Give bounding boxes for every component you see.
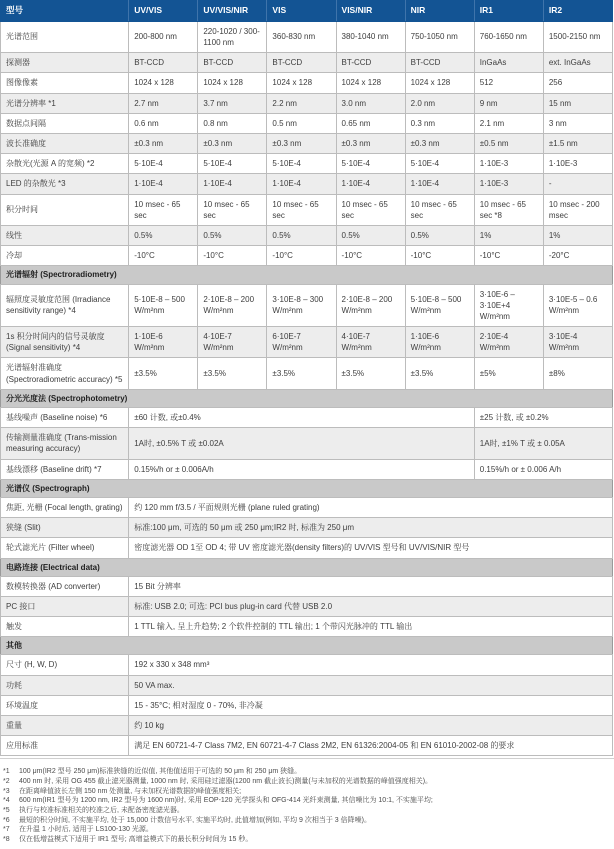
spec-value: 0.5% xyxy=(405,225,474,245)
spec-value: 5·10E-8 – 500 W/m²nm xyxy=(405,284,474,327)
footnote-text: 执行与校准标准相关的校准之后, 未配备密度滤光器。 xyxy=(19,807,184,815)
row-label: 触发 xyxy=(1,617,129,637)
spec-value: 0.5% xyxy=(129,225,198,245)
footnote xyxy=(3,816,611,826)
spec-value: 200-800 nm xyxy=(129,21,198,52)
spec-value: 1·10E-3 xyxy=(474,154,543,174)
footnote xyxy=(3,767,611,777)
spec-value: 0.8 nm xyxy=(198,113,267,133)
spec-value: ±0.3 nm xyxy=(336,134,405,154)
spec-value-right-span: 1A时, ±1% T 或 ± 0.05A xyxy=(474,428,612,459)
spec-value-left-span: ±60 计数, 或±0.4% xyxy=(129,408,475,428)
section-header-row xyxy=(1,266,613,284)
table-row xyxy=(1,174,613,194)
table-row xyxy=(1,497,613,517)
row-label: 数模转换器 (AD converter) xyxy=(1,576,129,596)
spec-value-left-span: 0.15%/h or ± 0.006A/h xyxy=(129,459,475,479)
table-row xyxy=(1,246,613,266)
table-header xyxy=(1,1,613,22)
section-title: 光谱仪 (Spectrograph) xyxy=(1,479,613,497)
footnote xyxy=(3,777,611,787)
spec-value: ±8% xyxy=(543,358,612,389)
section-header-row xyxy=(1,637,613,655)
spec-value-right-span: 0.15%/h or ± 0.006 A/h xyxy=(474,459,612,479)
column-header-ir2: IR2 xyxy=(543,1,612,22)
section-title: 分光光度法 (Spectrophotometry) xyxy=(1,389,613,407)
section-title: 其他 xyxy=(1,637,613,655)
spec-value: 2.0 nm xyxy=(405,93,474,113)
corner-header: 型号 xyxy=(1,1,129,22)
spec-value: 5·10E-4 xyxy=(198,154,267,174)
footnote-marker: *4 xyxy=(3,797,10,805)
footnotes xyxy=(0,758,614,848)
row-label: 图像像素 xyxy=(1,73,129,93)
spec-value: 0.5 nm xyxy=(267,113,336,133)
spec-value-full: 密度滤光器 OD 1至 OD 4; 带 UV 密度滤光器(density filters)的 UV/VIS 型号和 UV/VIS/NIR 型号 xyxy=(129,538,613,558)
table-row xyxy=(1,358,613,389)
spec-value: 3·10E-6 – 3·10E+4 W/m²nm xyxy=(474,284,543,327)
footnote-marker: *6 xyxy=(3,816,10,824)
table-row xyxy=(1,134,613,154)
spec-value: 10 msec - 65 sec xyxy=(129,194,198,225)
spec-value: 1·10E-4 xyxy=(198,174,267,194)
spec-value: 2·10E-4 W/m²nm xyxy=(474,327,543,358)
spec-value: ±3.5% xyxy=(336,358,405,389)
spec-value: 0.5% xyxy=(267,225,336,245)
table-row xyxy=(1,93,613,113)
table-row xyxy=(1,53,613,73)
spec-value: 2·10E-8 – 200 W/m²nm xyxy=(336,284,405,327)
spec-value: BT-CCD xyxy=(267,53,336,73)
spec-value: 10 msec - 65 sec *8 xyxy=(474,194,543,225)
header-row xyxy=(1,1,613,22)
table-row xyxy=(1,716,613,736)
spec-value: 1500-2150 nm xyxy=(543,21,612,52)
table-row xyxy=(1,284,613,327)
spec-value: BT-CCD xyxy=(198,53,267,73)
table-row xyxy=(1,408,613,428)
spec-value: 0.5% xyxy=(336,225,405,245)
footnote-marker: *3 xyxy=(3,787,10,795)
spec-value-full: 约 120 mm f/3.5 / 平面规则光栅 (plane ruled grating) xyxy=(129,497,613,517)
spec-value: 750-1050 nm xyxy=(405,21,474,52)
spec-value: ±5% xyxy=(474,358,543,389)
spec-value: 10 msec - 65 sec xyxy=(405,194,474,225)
table-row xyxy=(1,428,613,459)
spec-value: ±0.5 nm xyxy=(474,134,543,154)
column-header-ir1: IR1 xyxy=(474,1,543,22)
spec-value: 5·10E-8 – 500 W/m²nm xyxy=(129,284,198,327)
spec-value-full: 1 TTL 输入, 呈上升趋势; 2 个软件控制的 TTL 输出; 1 个带闪光脉冲的 TTL 输出 xyxy=(129,617,613,637)
spec-value: ±0.3 nm xyxy=(267,134,336,154)
footnote-text: 600 nm(IR1 型号为 1200 nm, IR2 型号为 1600 nm)时, 采用 EOP-120 光学探头和 OFG-414 光纤束测量, 其信噪比为 10:1, 不实施平均; xyxy=(19,797,433,805)
spec-value: 10 msec - 65 sec xyxy=(267,194,336,225)
spec-value-right-span: ±25 计数, 或 ±0.2% xyxy=(474,408,612,428)
spec-value: 1% xyxy=(543,225,612,245)
spec-value: 1·10E-3 xyxy=(474,174,543,194)
spec-value: 10 msec - 65 sec xyxy=(198,194,267,225)
spec-value: -20°C xyxy=(543,246,612,266)
footnote-marker: *8 xyxy=(3,835,10,843)
spec-value: 380-1040 nm xyxy=(336,21,405,52)
table-row xyxy=(1,675,613,695)
spec-value-full: 标准:100 μm, 可选的 50 μm 或 250 μm;IR2 时, 标准为 250 μm xyxy=(129,518,613,538)
column-header-uv-vis-nir: UV/VIS/NIR xyxy=(198,1,267,22)
spec-value: 1·10E-3 xyxy=(543,154,612,174)
spec-value: 1024 x 128 xyxy=(405,73,474,93)
row-label: 光谱范围 xyxy=(1,21,129,52)
spec-value: ext. InGaAs xyxy=(543,53,612,73)
spec-value: 1024 x 128 xyxy=(198,73,267,93)
table-row xyxy=(1,596,613,616)
spec-value: -10°C xyxy=(198,246,267,266)
row-label: 传输测量准确度 (Trans-mission measuring accuracy) xyxy=(1,428,129,459)
row-label: 狭缝 (Slit) xyxy=(1,518,129,538)
spec-value: 512 xyxy=(474,73,543,93)
spec-value-left-span: 1A时, ±0.5% T 或 ±0.02A xyxy=(129,428,475,459)
spec-value: 0.5% xyxy=(198,225,267,245)
spec-value: 5·10E-4 xyxy=(405,154,474,174)
spec-value: ±0.3 nm xyxy=(198,134,267,154)
spec-value: 1·10E-6 W/m²nm xyxy=(129,327,198,358)
row-label: 积分时间 xyxy=(1,194,129,225)
table-row xyxy=(1,518,613,538)
footnote-text: 在升温 1 小时后, 适用于 LS100-130 光源。 xyxy=(19,826,153,834)
row-label: 探测器 xyxy=(1,53,129,73)
column-header-nir: NIR xyxy=(405,1,474,22)
spec-value: 2.7 nm xyxy=(129,93,198,113)
table-row xyxy=(1,538,613,558)
section-title: 电路连接 (Electrical data) xyxy=(1,558,613,576)
section-title: 光谱辐射 (Spectroradiometry) xyxy=(1,266,613,284)
spec-value: 1·10E-4 xyxy=(129,174,198,194)
row-label: 环境温度 xyxy=(1,695,129,715)
spec-value: 4·10E-7 W/m²nm xyxy=(336,327,405,358)
spec-value: 10 msec - 65 sec xyxy=(336,194,405,225)
row-label: 焦距, 光栅 (Focal length, grating) xyxy=(1,497,129,517)
row-label: 应用标准 xyxy=(1,736,129,756)
spec-value: 3.0 nm xyxy=(336,93,405,113)
spec-value-full: 约 10 kg xyxy=(129,716,613,736)
spec-value: 6·10E-7 W/m²nm xyxy=(267,327,336,358)
row-label: 重量 xyxy=(1,716,129,736)
spec-value: 760-1650 nm xyxy=(474,21,543,52)
row-label: PC 接口 xyxy=(1,596,129,616)
table-row xyxy=(1,154,613,174)
table-row xyxy=(1,736,613,756)
footnote-text: 100 μm(IR2 型号 250 μm)标准狭缝的近似值, 其他值适用于可选的 50 μm 和 250 μm 狭缝。 xyxy=(19,768,302,776)
spec-value: -10°C xyxy=(336,246,405,266)
spec-value: 1·10E-4 xyxy=(267,174,336,194)
row-label: 杂散光(光源 A 的宽频) *2 xyxy=(1,154,129,174)
spec-value: 0.6 nm xyxy=(129,113,198,133)
spec-value: -10°C xyxy=(474,246,543,266)
spec-value: -10°C xyxy=(129,246,198,266)
spec-value: BT-CCD xyxy=(405,53,474,73)
spec-value: 1024 x 128 xyxy=(336,73,405,93)
footnote-marker: *1 xyxy=(3,768,10,776)
spec-value: BT-CCD xyxy=(336,53,405,73)
footnote xyxy=(3,825,611,835)
spec-value: ±1.5 nm xyxy=(543,134,612,154)
spec-value: 5·10E-4 xyxy=(336,154,405,174)
spec-value: 9 nm xyxy=(474,93,543,113)
footnote-text: 400 nm 时, 采用 OG 455 截止滤光器测量, 1000 nm 时, 采用硅过滤器(1200 nm 截止波长)测量(与未加权的光谱数据的峰值强度相关)。 xyxy=(19,778,433,786)
row-label: 基线漂移 (Baseline drift) *7 xyxy=(1,459,129,479)
row-label: 冷却 xyxy=(1,246,129,266)
table-row xyxy=(1,617,613,637)
table-body xyxy=(1,21,613,756)
row-label: 尺寸 (H, W, D) xyxy=(1,655,129,675)
footnote-marker: *2 xyxy=(3,778,10,786)
spec-value: 3 nm xyxy=(543,113,612,133)
row-label: 光谱辐射准确度 (Spectroradiometric accuracy) *5 xyxy=(1,358,129,389)
spec-value: 220-1020 / 300-1100 nm xyxy=(198,21,267,52)
table-row xyxy=(1,113,613,133)
spec-value: ±3.5% xyxy=(267,358,336,389)
row-label: 光谱分辨率 *1 xyxy=(1,93,129,113)
spec-value-full: 标准: USB 2.0; 可选: PCI bus plug-in card 代替 USB 2.0 xyxy=(129,596,613,616)
footnote xyxy=(3,796,611,806)
footnote-marker: *5 xyxy=(3,807,10,815)
table-row xyxy=(1,695,613,715)
column-header-vis-nir: VIS/NIR xyxy=(336,1,405,22)
section-header-row xyxy=(1,389,613,407)
column-header-vis: VIS xyxy=(267,1,336,22)
spec-value: BT-CCD xyxy=(129,53,198,73)
spec-value: 1024 x 128 xyxy=(267,73,336,93)
spec-value: 10 msec - 200 msec xyxy=(543,194,612,225)
spec-value: 5·10E-4 xyxy=(129,154,198,174)
footnote-text: 最短的积分时间, 不实施平均, 处于 15,000 计数信号水平, 实施平均时, 此值增加(例如, 平均 9 次相当于 3 倍降噪)。 xyxy=(19,816,371,824)
spec-value: 1·10E-4 xyxy=(405,174,474,194)
spec-value: 15 nm xyxy=(543,93,612,113)
table-row xyxy=(1,21,613,52)
column-header-uv-vis: UV/VIS xyxy=(129,1,198,22)
spec-value: -10°C xyxy=(405,246,474,266)
footnote-text: 在距离峰值波长左侧 150 nm 处测量, 与未加权光谱数据的峰值强度相关; xyxy=(19,787,242,795)
spec-value: 1·10E-6 W/m²nm xyxy=(405,327,474,358)
row-label: 数据点间隔 xyxy=(1,113,129,133)
spec-value: 360-830 nm xyxy=(267,21,336,52)
spec-value: -10°C xyxy=(267,246,336,266)
spec-value: 3·10E-8 – 300 W/m²nm xyxy=(267,284,336,327)
section-header-row xyxy=(1,558,613,576)
spec-value-full: 满足 EN 60721-4-7 Class 7M2, EN 60721-4-7 Class 2M2, EN 61326:2004-05 和 EN 61010-2002-08 的要求 xyxy=(129,736,613,756)
spec-value-full: 15 - 35°C; 相对湿度 0 - 70%, 非冷凝 xyxy=(129,695,613,715)
spec-value: 1024 x 128 xyxy=(129,73,198,93)
row-label: 线性 xyxy=(1,225,129,245)
spec-value: ±3.5% xyxy=(198,358,267,389)
row-label: 波长准确度 xyxy=(1,134,129,154)
spec-value-full: 192 x 330 x 348 mm³ xyxy=(129,655,613,675)
spec-value: 256 xyxy=(543,73,612,93)
row-label: LED 的杂散光 *3 xyxy=(1,174,129,194)
spec-value: 4·10E-7 W/m²nm xyxy=(198,327,267,358)
spec-value: 3.7 nm xyxy=(198,93,267,113)
table-row xyxy=(1,327,613,358)
row-label: 1s 积分时间内的信号灵敏度 (Signal sensitivity) *4 xyxy=(1,327,129,358)
footnote xyxy=(3,787,611,797)
table-row xyxy=(1,225,613,245)
table-row xyxy=(1,194,613,225)
spec-value: 0.3 nm xyxy=(405,113,474,133)
footnote-text: 仅在低增益模式下适用于 IR1 型号; 高增益模式下的最长积分时间为 15 秒。 xyxy=(19,835,253,843)
table-row xyxy=(1,655,613,675)
row-label: 辐照度灵敏度范围 (Irradiance sensitivity range) *4 xyxy=(1,284,129,327)
footnote xyxy=(3,806,611,816)
spec-value: 3·10E-4 W/m²nm xyxy=(543,327,612,358)
spec-value: 1% xyxy=(474,225,543,245)
footnote-marker: *7 xyxy=(3,826,10,834)
section-header-row xyxy=(1,479,613,497)
row-label: 功耗 xyxy=(1,675,129,695)
spec-value: ±3.5% xyxy=(129,358,198,389)
spec-value: ±0.3 nm xyxy=(405,134,474,154)
spec-value-full: 15 Bit 分辨率 xyxy=(129,576,613,596)
spec-value: 5·10E-4 xyxy=(267,154,336,174)
spec-value-full: 50 VA max. xyxy=(129,675,613,695)
spec-value: 2·10E-8 – 200 W/m²nm xyxy=(198,284,267,327)
spec-value: 3·10E-5 – 0.6 W/m²nm xyxy=(543,284,612,327)
row-label: 轮式滤光片 (Filter wheel) xyxy=(1,538,129,558)
table-row xyxy=(1,459,613,479)
spec-value: ±3.5% xyxy=(405,358,474,389)
footnote xyxy=(3,835,611,845)
row-label: 基线噪声 (Baseline noise) *6 xyxy=(1,408,129,428)
spec-value: - xyxy=(543,174,612,194)
spec-value: 2.2 nm xyxy=(267,93,336,113)
table-row xyxy=(1,73,613,93)
spec-value: InGaAs xyxy=(474,53,543,73)
spec-value: 0.65 nm xyxy=(336,113,405,133)
spec-value: 2.1 nm xyxy=(474,113,543,133)
spec-value: 1·10E-4 xyxy=(336,174,405,194)
table-row xyxy=(1,576,613,596)
spec-value: ±0.3 nm xyxy=(129,134,198,154)
